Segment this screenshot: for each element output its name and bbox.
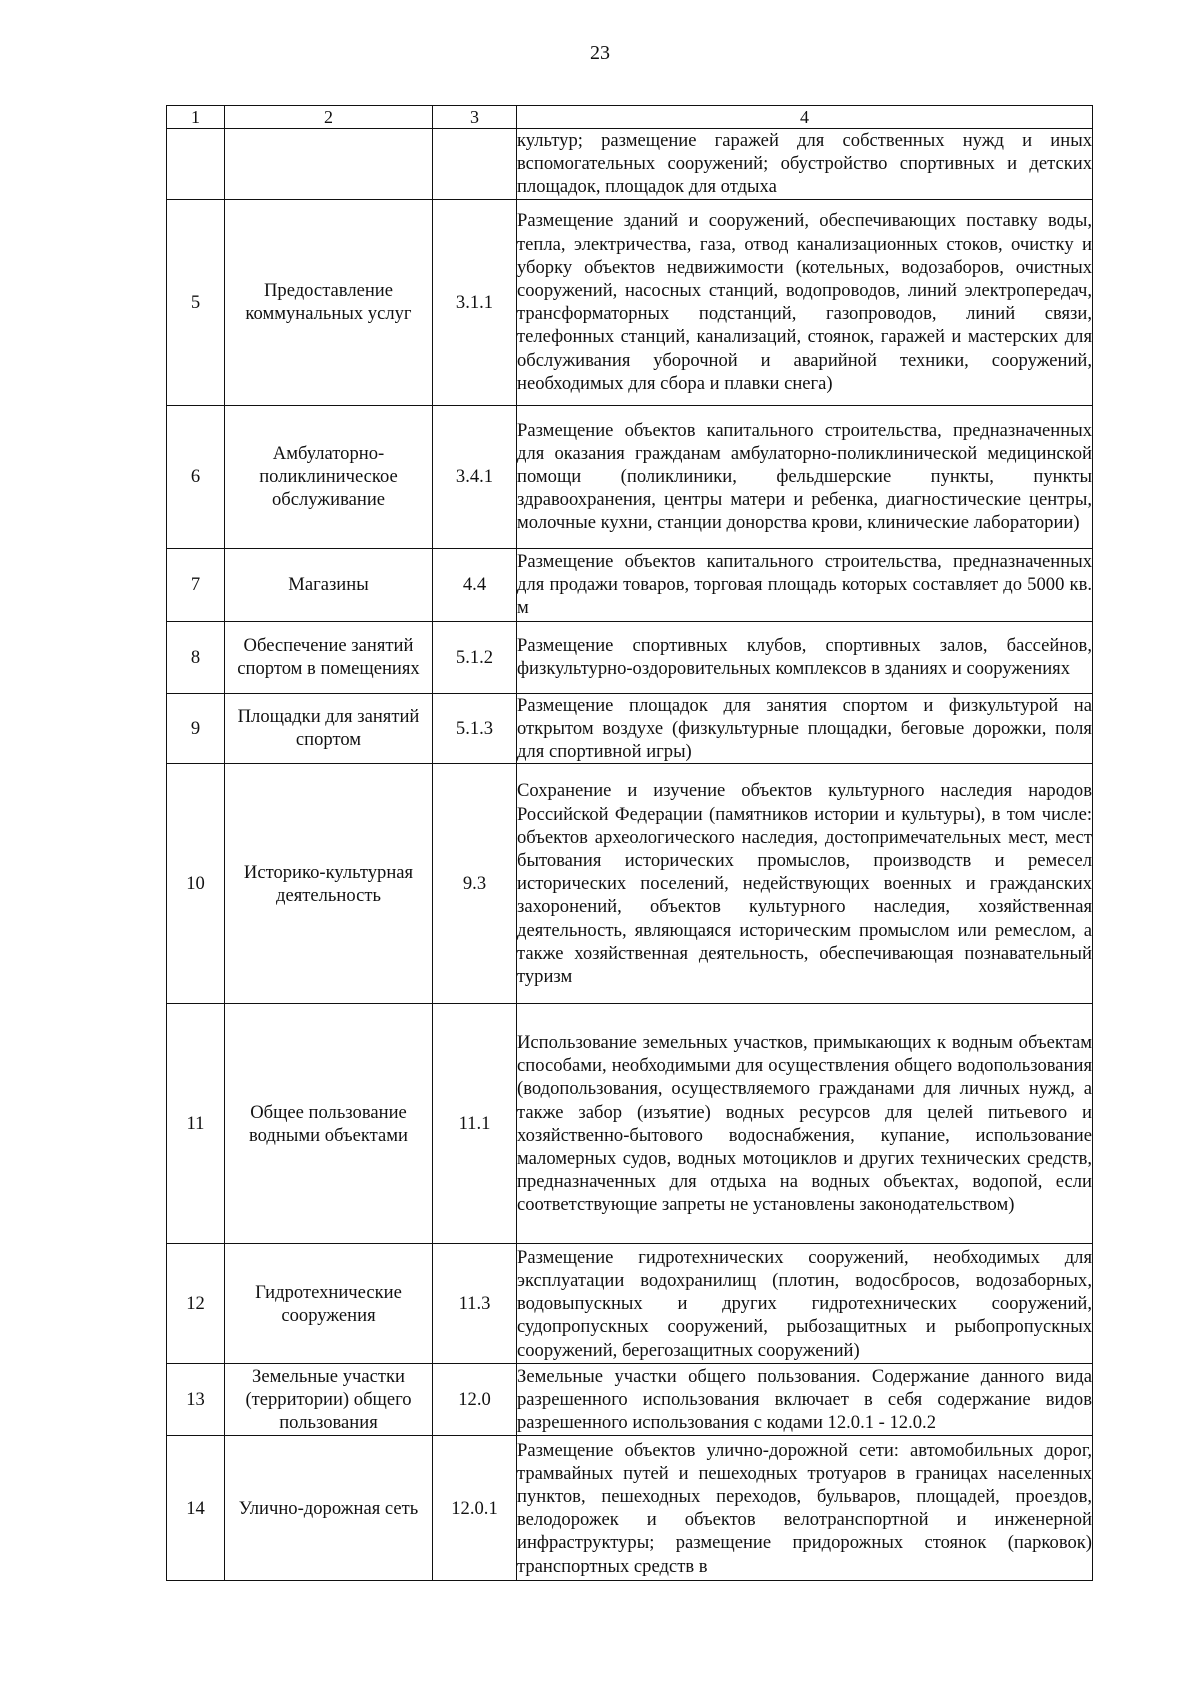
row-code: 4.4 — [433, 548, 517, 621]
table-row — [167, 548, 1093, 621]
row-description: Использование земельных участков, примыкающих к водным объектам способами, необходимыми для осуществления общего водопользования (водопользования, осуществляемого гражданами для личных нужд, а также забор (изъятие) водных ресурсов для целей питьевого и хозяйственно-бытового водоснабжения, купание, использование маломерных судов, водных мотоциклов и других технических средств, предназначенных для отдыха на водных объектах, водопой, если соответствующие запреты не установлены законодательством) — [517, 1004, 1093, 1244]
table-row — [167, 1364, 1093, 1436]
row-name: Земельные участки (территории) общего пользования — [225, 1364, 433, 1436]
row-number: 7 — [167, 548, 225, 621]
row-code: 5.1.3 — [433, 693, 517, 764]
column-header-name: 2 — [225, 106, 433, 129]
row-number — [167, 129, 225, 200]
row-code: 3.4.1 — [433, 405, 517, 548]
column-header-number: 1 — [167, 106, 225, 129]
row-name: Историко-культурная деятельность — [225, 764, 433, 1004]
column-header-code: 3 — [433, 106, 517, 129]
row-number: 12 — [167, 1244, 225, 1364]
row-description: Размещение зданий и сооружений, обеспечивающих поставку воды, тепла, электричества, газа, отвод канализационных стоков, очистку и уборку объектов недвижимости (котельных, водозаборов, очистных сооружений, насосных станций, водопроводов, линий электропередач, трансформаторных подстанций, газопроводов, линий связи, телефонных станций, канализаций, стоянок, гаражей и мастерских для обслуживания уборочной и аварийной техники, сооружений, необходимых для сбора и плавки снега) — [517, 199, 1093, 405]
column-header-description: 4 — [517, 106, 1093, 129]
row-number: 5 — [167, 199, 225, 405]
table-row — [167, 764, 1093, 1004]
row-number: 8 — [167, 621, 225, 693]
row-code: 11.1 — [433, 1004, 517, 1244]
row-name: Предоставление коммунальных услуг — [225, 199, 433, 405]
row-number: 9 — [167, 693, 225, 764]
row-code: 11.3 — [433, 1244, 517, 1364]
row-number: 6 — [167, 405, 225, 548]
table-row — [167, 621, 1093, 693]
row-code: 9.3 — [433, 764, 517, 1004]
row-description: Размещение спортивных клубов, спортивных залов, бассейнов, физкультурно-оздоровительных комплексов в зданиях и сооружениях — [517, 621, 1093, 693]
table-row — [167, 199, 1093, 405]
row-code: 3.1.1 — [433, 199, 517, 405]
row-code — [433, 129, 517, 200]
row-number: 10 — [167, 764, 225, 1004]
row-name: Общее пользование водными объектами — [225, 1004, 433, 1244]
row-name: Обеспечение занятий спортом в помещениях — [225, 621, 433, 693]
row-number: 14 — [167, 1436, 225, 1581]
table-row — [167, 405, 1093, 548]
row-name: Гидротехнические сооружения — [225, 1244, 433, 1364]
row-description: Сохранение и изучение объектов культурного наследия народов Российской Федерации (памятников истории и культуры), в том числе: объектов археологического наследия, достопримечательных мест, мест бытования исторических промыслов, производств и ремесел исторических поселений, недействующих военных и гражданских захоронений, объектов культурного наследия, хозяйственная деятельность, являющаяся историческим промыслом или ремеслом, а также хозяйственная деятельность, обеспечивающая познавательный туризм — [517, 764, 1093, 1004]
table-row — [167, 693, 1093, 764]
row-description: Размещение объектов капитального строительства, предназначенных для продажи товаров, торговая площадь которых составляет до 5000 кв. м — [517, 548, 1093, 621]
row-code: 12.0.1 — [433, 1436, 517, 1581]
row-name: Улично-дорожная сеть — [225, 1436, 433, 1581]
row-description: Размещение объектов капитального строительства, предназначенных для оказания гражданам амбулаторно-поликлинической медицинской помощи (поликлиники, фельдшерские пункты, пункты здравоохранения, центры матери и ребенка, диагностические центры, молочные кухни, станции донорства крови, клинические лаборатории) — [517, 405, 1093, 548]
row-description: Размещение объектов улично-дорожной сети: автомобильных дорог, трамвайных путей и пешеходных тротуаров в границах населенных пунктов, пешеходных переходов, бульваров, площадей, проездов, велодорожек и объектов велотранспортной и инженерной инфраструктуры; размещение придорожных стоянок (парковок) транспортных средств в — [517, 1436, 1093, 1581]
row-description: Размещение гидротехнических сооружений, необходимых для эксплуатации водохранилищ (плотин, водосбросов, водозаборных, водовыпускных и других гидротехнических сооружений, судопропускных сооружений, рыбозащитных и рыбопропускных сооружений, берегозащитных сооружений) — [517, 1244, 1093, 1364]
table-row — [167, 129, 1093, 200]
row-name — [225, 129, 433, 200]
row-number: 11 — [167, 1004, 225, 1244]
row-description: Земельные участки общего пользования. Содержание данного вида разрешенного использования включает в себя содержание видов разрешенного использования с кодами 12.0.1 - 12.0.2 — [517, 1364, 1093, 1436]
row-description: Размещение площадок для занятия спортом и физкультурой на открытом воздухе (физкультурные площадки, беговые дорожки, поля для спортивной игры) — [517, 694, 1092, 763]
land-use-table — [166, 105, 1093, 1581]
row-code: 5.1.2 — [433, 621, 517, 693]
row-name: Магазины — [225, 548, 433, 621]
table-header-row — [167, 106, 1093, 129]
table-row — [167, 1436, 1093, 1581]
table-row — [167, 1004, 1093, 1244]
row-number: 13 — [167, 1364, 225, 1436]
row-name: Площадки для занятий спортом — [225, 693, 433, 764]
row-name: Амбулаторно-поликлиническое обслуживание — [225, 405, 433, 548]
page-number: 23 — [590, 42, 610, 64]
row-code: 12.0 — [433, 1364, 517, 1436]
row-description: культур; размещение гаражей для собственных нужд и иных вспомогательных сооружений; обустройство спортивных и детских площадок, площадок для отдыха — [517, 130, 1092, 198]
table-row — [167, 1244, 1093, 1364]
